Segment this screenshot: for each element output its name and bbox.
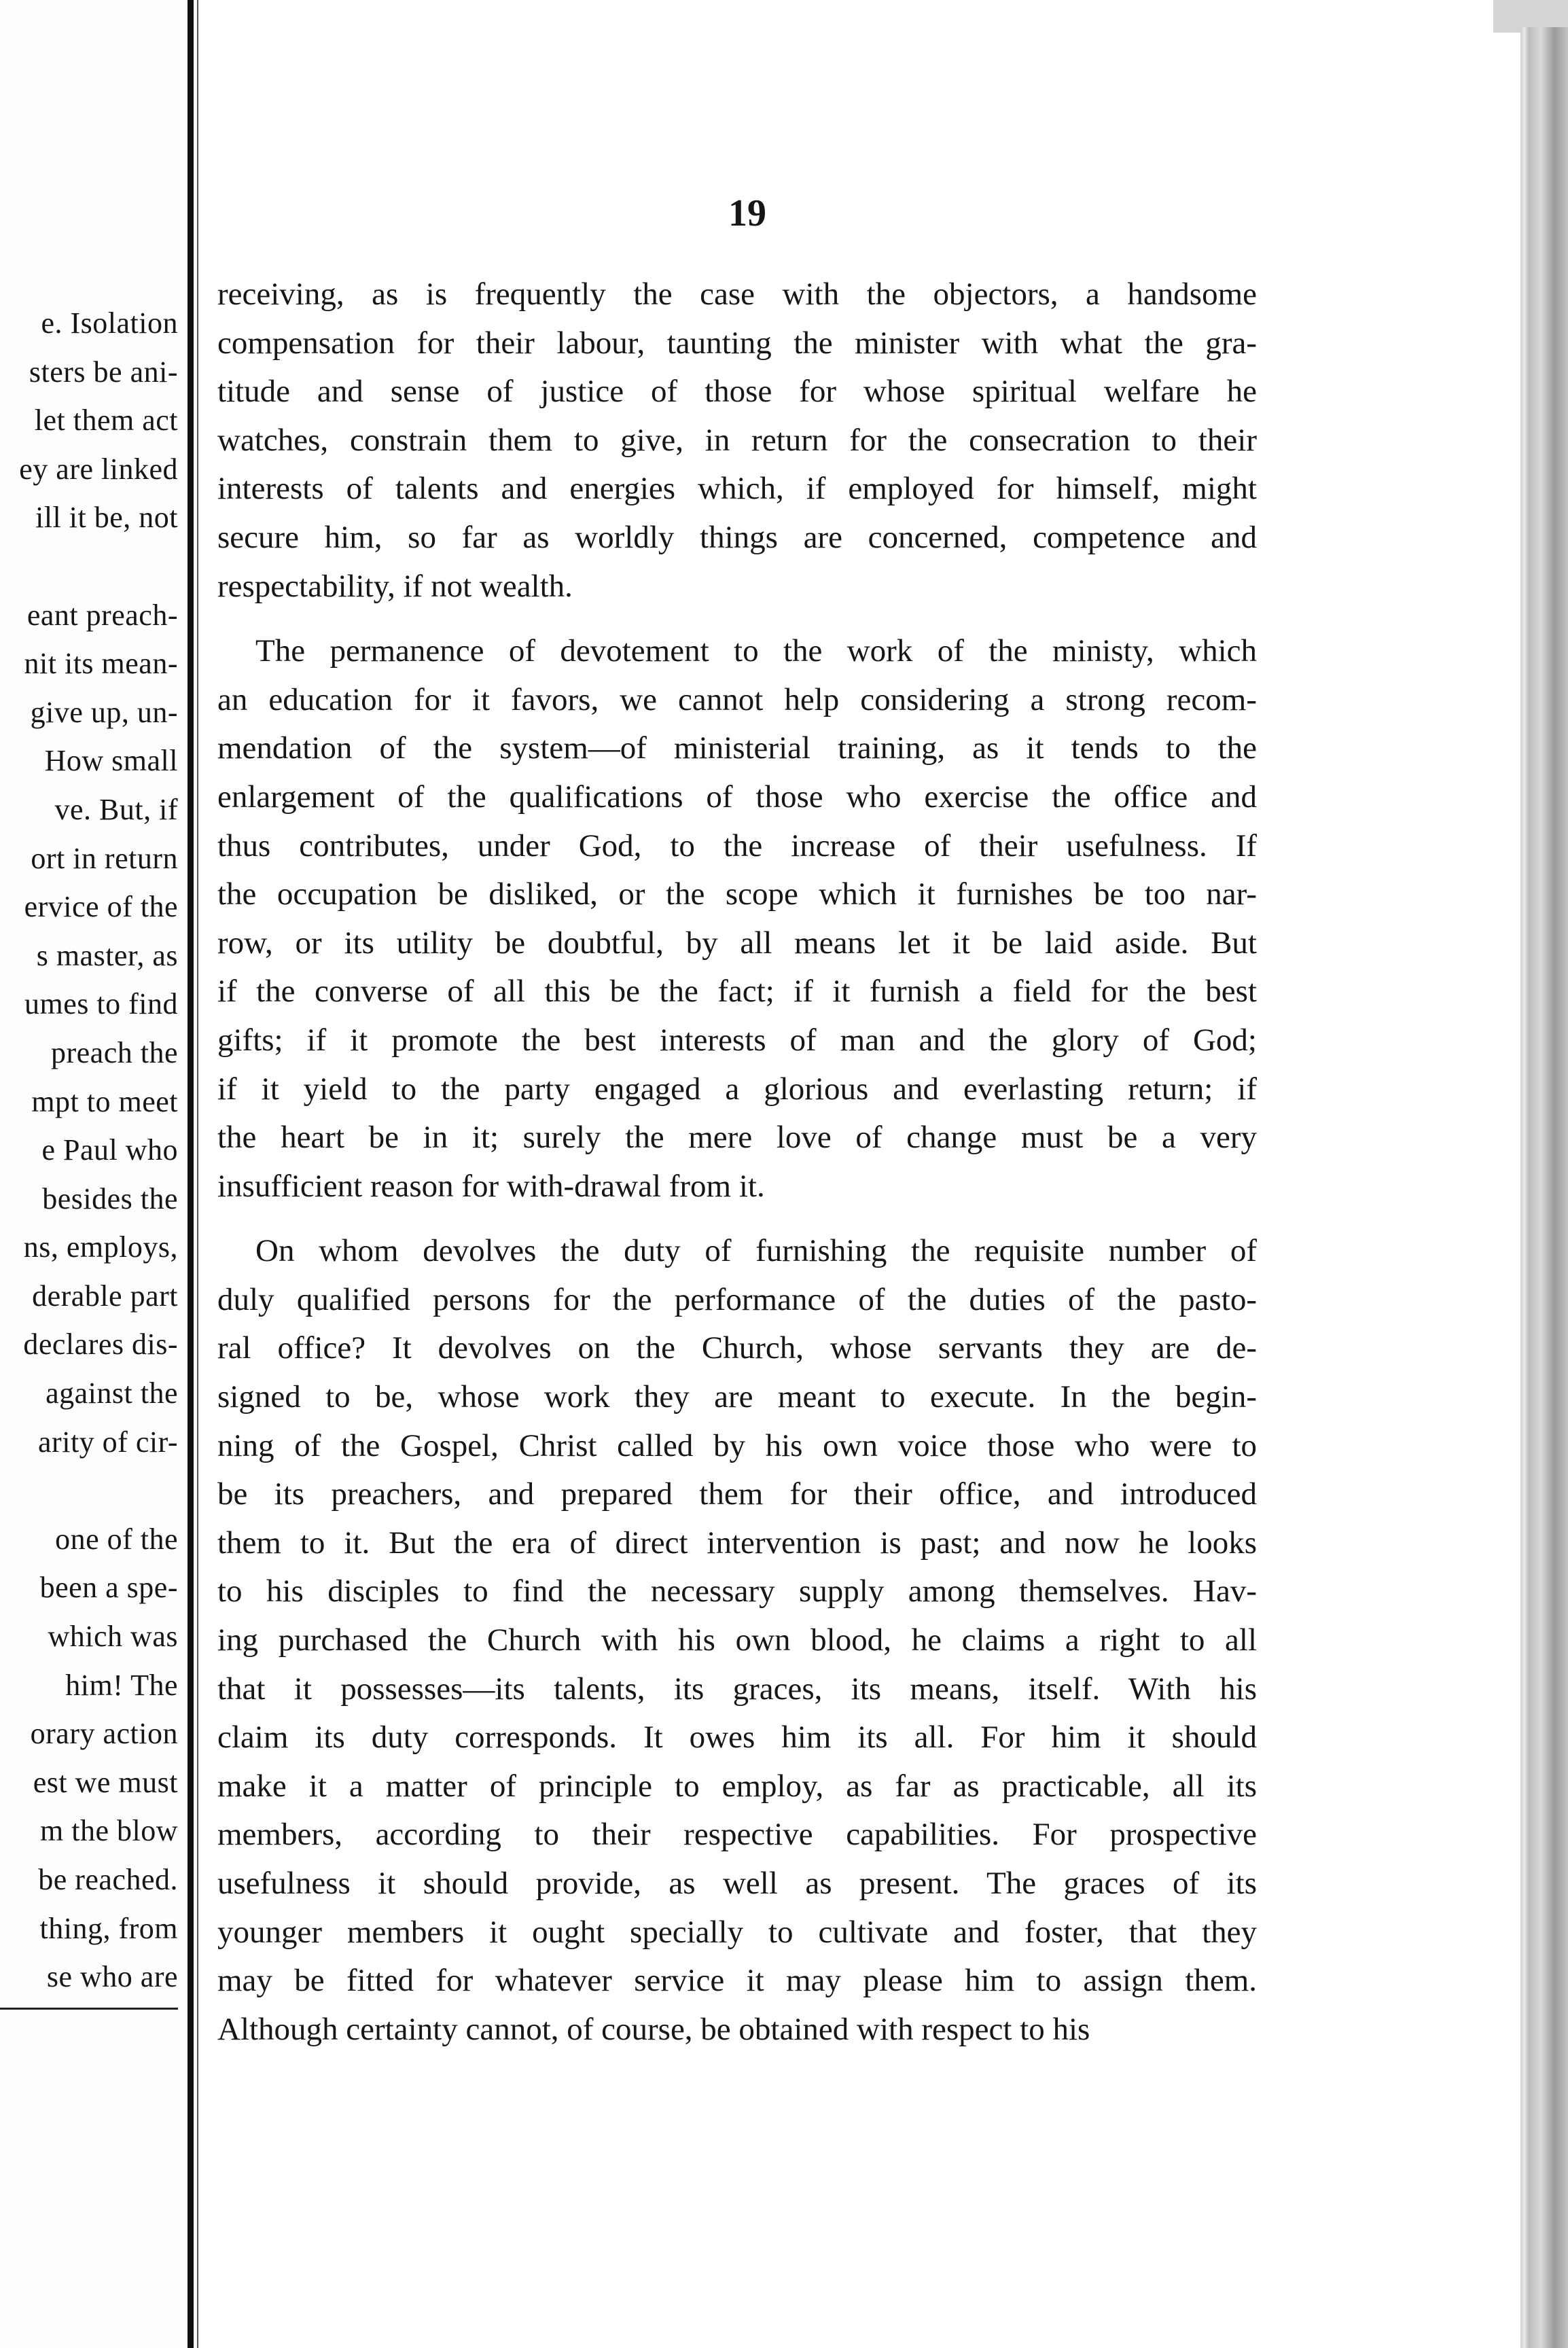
- page-edge: [1520, 27, 1568, 2348]
- text-line: ing purchased the Church with his own blood, he claims a right to all: [217, 1622, 1257, 1658]
- text-line: that it possesses—its talents, its graces, its means, itself. With his: [217, 1671, 1257, 1707]
- previous-page-line: arity of cir-: [38, 1425, 178, 1459]
- text-line: them to it. But the era of direct intervention is past; and now he looks: [217, 1525, 1257, 1561]
- body-text: [217, 270, 1257, 2054]
- text-line: compensation for their labour, taunting the minister with what the gra-: [217, 325, 1257, 361]
- previous-page-lines: [0, 299, 178, 2002]
- text-line: may be fitted for whatever service it may please him to assign them.: [217, 1963, 1257, 1999]
- previous-page-line: ey are linked: [19, 452, 178, 486]
- text-line: On whom devolves the duty of furnishing the requisite number of: [255, 1233, 1257, 1269]
- previous-page-line: be reached.: [38, 1863, 178, 1896]
- previous-page-line: s master, as: [36, 938, 178, 972]
- previous-page-line: him! The: [65, 1668, 178, 1702]
- gutter-line: [197, 0, 198, 2348]
- text-line: be its preachers, and prepared them for their office, and introduced: [217, 1476, 1257, 1512]
- text-line: duly qualified persons for the performance of the duties of the pasto-: [217, 1281, 1257, 1317]
- previous-page-line: m the blow: [40, 1814, 178, 1848]
- previous-page-line: [0, 542, 178, 591]
- page-number: 19: [728, 192, 766, 234]
- text-line: an education for it favors, we cannot help considering a strong recom-: [217, 681, 1257, 717]
- text-line: usefulness it should provide, as well as present. The graces of its: [217, 1866, 1257, 1901]
- paragraph: [217, 627, 1257, 1211]
- previous-page-line: let them act: [34, 404, 178, 438]
- text-line: members, according to their respective capabilities. For prospective: [217, 1817, 1257, 1853]
- text-line: respectability, if not wealth.: [217, 568, 573, 604]
- text-line: to his disciples to find the necessary supply among themselves. Hav-: [217, 1573, 1257, 1609]
- text-line: gifts; if it promote the best interests of man and the glory of God;: [217, 1022, 1257, 1058]
- gutter-shadow: [188, 0, 194, 2348]
- previous-page-line: preach the: [51, 1035, 178, 1069]
- previous-page-line: eant preach-: [26, 598, 178, 632]
- text-line: younger members it ought specially to cultivate and foster, that they: [217, 1914, 1257, 1950]
- text-line: row, or its utility be doubtful, by all means let it be laid aside. But: [217, 925, 1257, 961]
- previous-page-line: give up, un-: [30, 695, 178, 729]
- previous-page-line: ort in return: [31, 841, 178, 875]
- previous-page-line: derable part: [32, 1279, 178, 1313]
- text-line: enlargement of the qualifications of those who exercise the office and: [217, 779, 1257, 815]
- text-line: watches, constrain them to give, in return for the consecration to their: [217, 422, 1257, 458]
- text-line: titude and sense of justice of those for whose spiritual welfare he: [217, 374, 1257, 410]
- text-line: The permanence of devotement to the work of the ministy, which: [255, 633, 1257, 669]
- text-line: make it a matter of principle to employ, as far as practicable, all its: [217, 1768, 1257, 1804]
- text-line: if it yield to the party engaged a glorious and everlasting return; if: [217, 1071, 1257, 1107]
- previous-page-line: which was: [48, 1620, 178, 1654]
- previous-page-line: sters be ani-: [29, 355, 178, 389]
- text-line: ning of the Gospel, Christ called by his own voice those who were to: [217, 1427, 1257, 1463]
- previous-page-line: [0, 1466, 178, 1515]
- paragraph-gap: [217, 611, 1257, 627]
- text-line: the occupation be disliked, or the scope which it furnishes be too nar-: [217, 876, 1257, 912]
- paragraph: [217, 1227, 1257, 2054]
- previous-page-line: mpt to meet: [31, 1084, 178, 1118]
- previous-page-line: been a spe-: [39, 1571, 178, 1605]
- text-line: thus contributes, under God, to the increase of their usefulness. If: [217, 828, 1257, 864]
- text-line: claim its duty corresponds. It owes him its all. For him it should: [217, 1720, 1257, 1756]
- previous-page-line: declares dis-: [23, 1328, 178, 1362]
- text-line: receiving, as is frequently the case with the objectors, a handsome: [217, 277, 1257, 312]
- paragraph-gap: [217, 1211, 1257, 1227]
- previous-page-line: orary action: [30, 1717, 178, 1751]
- previous-page-line: ns, employs,: [23, 1230, 178, 1264]
- previous-page-fragment: [0, 0, 201, 2348]
- text-line: if the converse of all this be the fact; if it furnish a field for the best: [217, 974, 1257, 1010]
- previous-page-line: umes to find: [24, 987, 178, 1021]
- previous-page-line: e. Isolation: [41, 306, 178, 340]
- text-line: Although certainty cannot, of course, be obtained with respect to his: [217, 2011, 1090, 2047]
- previous-page-line: one of the: [55, 1522, 178, 1556]
- text-line: mendation of the system—of ministerial training, as it tends to the: [217, 730, 1257, 766]
- previous-page-line: ve. But, if: [54, 792, 178, 826]
- text-line: ral office? It devolves on the Church, whose servants they are de-: [217, 1330, 1257, 1366]
- previous-page-line: ill it be, not: [35, 501, 178, 535]
- text-line: insufficient reason for with-drawal from it.: [217, 1168, 765, 1204]
- previous-page-line: est we must: [33, 1765, 178, 1799]
- text-line: signed to be, whose work they are meant to execute. In the begin-: [217, 1379, 1257, 1415]
- previous-page-line: e Paul who: [41, 1133, 178, 1167]
- previous-page-line: thing, from: [39, 1911, 178, 1945]
- previous-page-rule: [0, 2008, 178, 2010]
- previous-page-line: nit its mean-: [24, 647, 178, 681]
- text-line: secure him, so far as worldly things are concerned, competence and: [217, 519, 1257, 555]
- paragraph: [217, 270, 1257, 611]
- previous-page-line: ervice of the: [24, 890, 178, 924]
- previous-page-line: How small: [44, 744, 178, 778]
- text-line: the heart be in it; surely the mere love of change must be a very: [217, 1120, 1257, 1156]
- previous-page-line: against the: [46, 1376, 178, 1410]
- previous-page-line: besides the: [42, 1181, 178, 1215]
- previous-page-line: se who are: [46, 1960, 178, 1994]
- text-line: interests of talents and energies which, if employed for himself, might: [217, 471, 1257, 507]
